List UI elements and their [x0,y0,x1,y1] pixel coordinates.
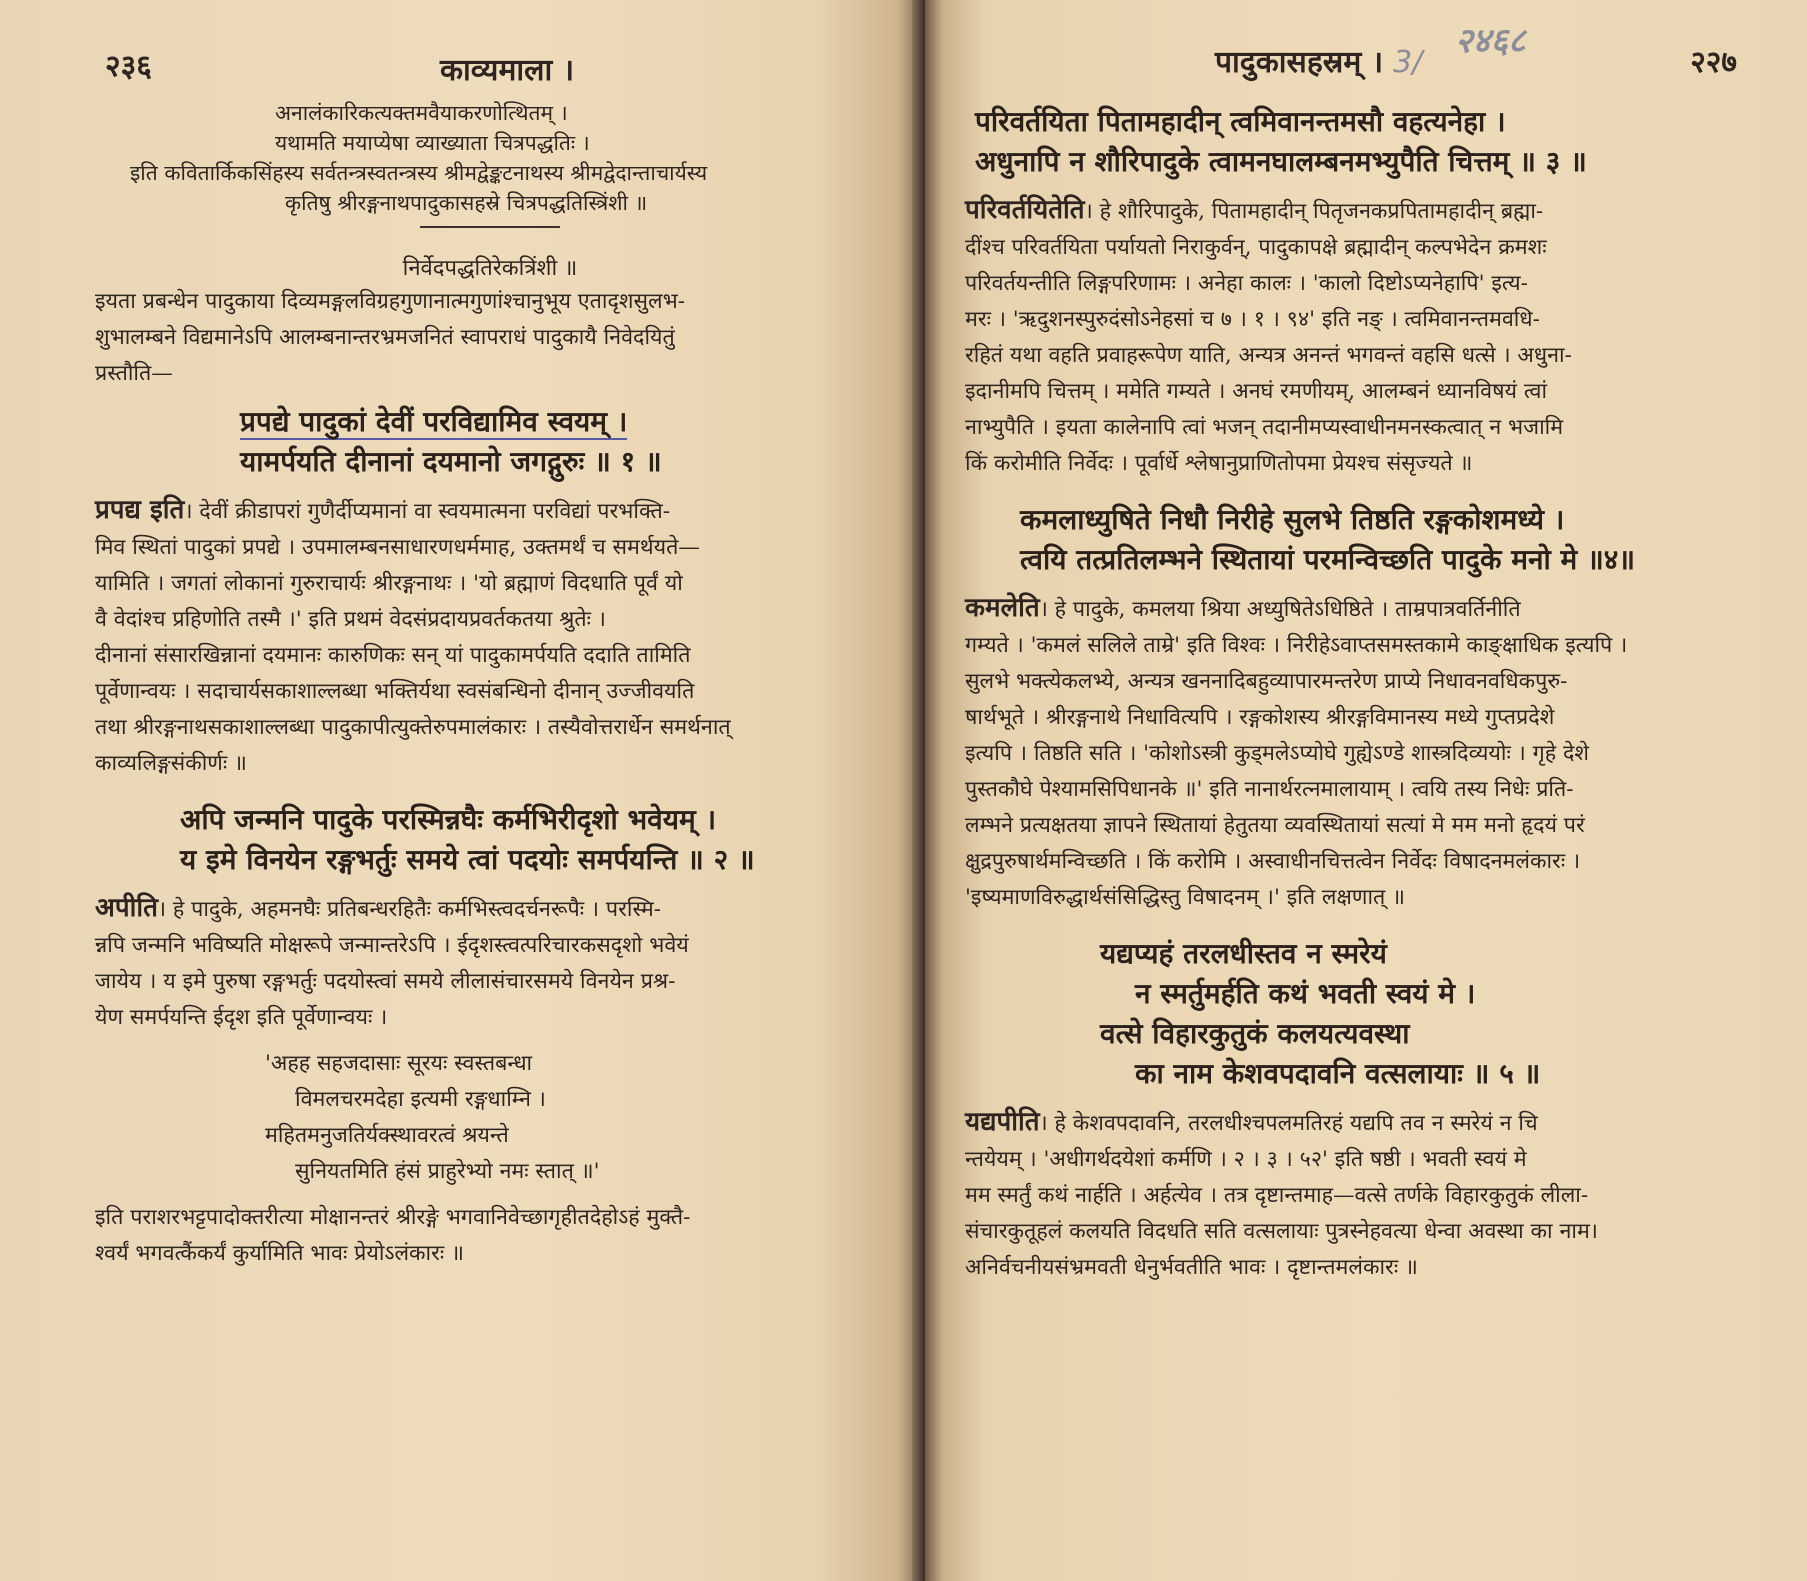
commentary-3-lead: परिवर्तयितेति [965,195,1085,225]
verse-1-text-a: प्रपद्ये पादुकां देवीं परविद्यामिव स्वयम् । [240,405,628,438]
intro-line-2: शुभालम्बने विद्यमानेऽपि आलम्बनान्तरभ्रमजनितं स्वापराधं पादुकायै निवेदयितुं [95,325,675,350]
commentary-4-line-9: 'इष्यमाणविरुद्धार्थसंसिद्धिस्तु विषादनम् ।' इति लक्षणात् ॥ [965,885,1405,910]
left-page-header [95,38,885,88]
commentary-3-text: । हे शौरिपादुके, पितामहादीन् पितृजनकप्रपितामहादीन् ब्रह्मा- [1084,199,1544,224]
verse-4-line-2: त्वयि तत्प्रतिलम्भने स्थितायां परमन्विच्छति पादुके मनो मे ॥४॥ [1020,543,1636,576]
commentary-5-line-4: संचारकुतूहलं कलयति विदधति सति वत्सलायाः पुत्रस्नेहवत्या धेन्वा अवस्था का नाम। [965,1219,1598,1244]
commentary-4-line-2: गम्यते । 'कमलं सलिले ताम्रे' इति विश्वः । निरीहेऽवाप्तसमस्तकामे काङ्क्षाधिक इत्यपि । [965,633,1628,658]
commentary-3-line-3: परिवर्तयन्तीति लिङ्गपरिणामः । अनेहा कालः । 'कालो दिष्टोऽप्यनेहापि' इत्य- [965,271,1528,296]
commentary-4-text: । हे पादुके, कमलया श्रिया अध्युषितेऽधिष्ठिते । ताम्रपात्रवर्तिनीति [1039,597,1521,622]
right-page [925,0,1807,1581]
top-line-3: इति कवितार्किकसिंहस्य सर्वतन्त्रस्वतन्त्रस्य श्रीमद्वेङ्कटनाथस्य श्रीमद्वेदान्ताचार्यस्य [130,161,708,185]
commentary-5-line-1 [965,1104,1737,1142]
verse-3-line-1: परिवर्तयिता पितामहादीन् त्वमिवानन्तमसौ वहत्यनेहा । [975,105,1506,138]
verse-5-line-1: यद्यप्यहं तरलधीस्तव न स्मरेयं [1100,937,1387,970]
commentary-5-line-5: अनिर्वचनीयसंभ्रमवती धेनुर्भवतीति भावः । दृष्टान्तमलंकारः ॥ [965,1255,1418,1280]
quote-line-2: विमलचरमदेहा इत्यमी रङ्गधाम्नि । [295,1087,546,1112]
commentary-1-line-7: तथा श्रीरङ्गनाथसकाशाल्लब्धा पादुकापीत्युक्तेरुपमालंकारः । तस्यैवोत्तरार्धेन समर्थनात् [95,715,731,740]
left-page-number: २३६ [105,49,152,84]
commentary-2-text: । हे पादुके, अहमनघैः प्रतिबन्धरहितैः कर्मभिस्त्वदर्चनरूपैः । परस्मि- [157,897,661,922]
verse-5-line-2: न स्मर्तुमर्हति कथं भवती स्वयं मे । [1135,977,1476,1010]
verse-3-line-2: अधुनापि न शौरिपादुके त्वामनघालम्बनमभ्युपैति चित्तम् ॥ ३ ॥ [975,145,1587,178]
verse-5-line-4: का नाम केशवपदावनि वत्सलायाः ॥ ५ ॥ [1135,1057,1541,1090]
commentary-4-line-6: पुस्तकौघे पेश्यामसिपिधानके ॥' इति नानार्थरत्नमालायाम् । त्वयि तस्य निधेः प्रति- [965,777,1574,802]
top-line-4: कृतिषु श्रीरङ्गनाथपादुकासहस्रे चित्रपद्धतिस्त्रिंशी ॥ [285,191,648,215]
left-running-title: काव्यमाला । [440,53,575,88]
section-divider [420,226,560,228]
commentary-1-line-4: वै वेदांश्च प्रहिणोति तस्मै ।' इति प्रथमं वेदसंप्रदायप्रवर्तकतया श्रुतेः । [95,607,606,632]
commentary-2-line-4: येण समर्पयन्ति ईदृश इति पूर्वेणान्वयः । [95,1005,388,1030]
commentary-1-line-6: पूर्वेणान्वयः । सदाचार्यसकाशाल्लब्धा भक्तिर्यथा स्वसंबन्धिनो दीनान् उज्जीवयति [95,679,695,704]
top-line-1: अनालंकारिकत्यक्तमवैयाकरणोत्थितम् । [275,101,568,125]
commentary-3-line-2: दींश्च परिवर्तयिता पर्यायतो निराकुर्वन्, पादुकापक्षे ब्रह्मादीन् कल्पभेदेन क्रमशः [965,235,1547,260]
verse-1-line-1 [95,402,885,442]
end-line-2: श्वर्यं भगवत्कैंकर्यं कुर्यामिति भावः प्रेयोऽलंकारः ॥ [95,1241,464,1266]
commentary-3-line-7: नाभ्युपैति । इयता कालेनापि त्वां भजन् तदानीमप्यस्वाधीनमनस्कत्वात् न भजामि [965,415,1564,440]
commentary-5-lead: यद्यपीति [965,1107,1040,1137]
verse-2-line-1: अपि जन्मनि पादुके परस्मिन्नघैः कर्मभिरीदृशो भवेयम् । [180,803,717,836]
top-line-2: यथामति मयाप्येषा व्याख्याता चित्रपद्धतिः । [275,131,590,155]
commentary-3-line-6: इदानीमपि चित्तम् । ममेति गम्यते । अनघं रमणीयम्, आलम्बनं ध्यानविषयं त्वां [965,379,1548,404]
intro-line-3: प्रस्तौति— [95,361,173,386]
commentary-2-line-1 [95,890,885,928]
commentary-4-lead: कमलेति [965,593,1040,623]
verse-5-line-3: वत्से विहारकुतुकं कलयत्यवस्था [1100,1017,1410,1050]
commentary-3-line-8: किं करोमीति निर्वेदः । पूर्वार्धे श्लेषानुप्राणितोपमा प्रेयश्च संसृज्यते ॥ [965,451,1473,476]
pencil-annotation: 3/ [1393,45,1423,80]
pencil-annotation-number: २४६८ [1455,21,1526,61]
commentary-2-line-2: न्नपि जन्मनि भविष्यति मोक्षरूपे जन्मान्तरेऽपि । ईदृशस्त्वत्परिचारकसदृशो भवेयं [95,933,689,958]
right-running-title [1215,40,1422,81]
commentary-5-text: । हे केशवपदावनि, तरलधीश्चपलमतिरहं यद्यपि तव न स्मरेयं न चि [1039,1111,1538,1136]
commentary-1-line-3: यामिति । जगतां लोकानां गुरुराचार्यः श्रीरङ्गनाथः । 'यो ब्रह्माणं विदधाति पूर्वं यो [95,571,683,596]
commentary-4-line-1 [965,590,1737,628]
end-line-1: इति पराशरभट्टपादोक्तरीत्या मोक्षानन्तरं श्रीरङ्गे भगवानिवेच्छागृहीतदेहोऽहं मुक्तै- [95,1205,691,1230]
quote-line-4: सुनियतमिति हंसं प्राहुरेभ्यो नमः स्तात् ॥' [295,1159,600,1184]
right-running-title-text: पादुकासहस्रम् । [1215,45,1384,80]
commentary-5-line-2: न्तयेयम् । 'अधीगर्थदयेशां कर्मणि । २ । ३ । ५२' इति षष्ठी । भवती स्वयं मे [965,1147,1527,1172]
right-page-header [965,22,1737,102]
quote-line-3: महितमनुजतिर्यक्स्थावरत्वं श्रयन्ते [265,1123,509,1148]
commentary-2-lead: अपीति [95,893,158,923]
commentary-4-line-4: षार्थभूते । श्रीरङ्गनाथे निधावित्यपि । रङ्गकोशस्य श्रीरङ्गविमानस्य मध्ये गुप्तप्रदेशे [965,705,1555,730]
commentary-3-line-5: रहितं यथा वहति प्रवाहरूपेण याति, अन्यत्र अनन्तं भगवन्तं वहसि धत्से । अधुना- [965,343,1572,368]
section-title: निर्वेदपद्धतिरेकत्रिंशी ॥ [402,256,578,281]
verse-4-line-1: कमलाध्युषिते निधौ निरीहे सुलभे तिष्ठति रङ्गकोशमध्ये । [1020,503,1565,536]
quote-line-1: 'अहह सहजदासाः सूरयः स्वस्तबन्धा [265,1051,533,1076]
verse-1-line-2: यामर्पयति दीनानां दयमानो जगद्गुरुः ॥ १ ॥ [240,445,662,478]
commentary-1-line-2: मिव स्थितां पादुकां प्रपद्ये । उपमालम्बनसाधारणधर्ममाह, उक्तमर्थं च समर्थयते— [95,535,700,560]
commentary-3-line-4: मरः । 'ऋदुशनस्पुरुदंसोऽनेहसां च ७ । १ । ९४' इति नङ् । त्वमिवानन्तमवधि- [965,307,1540,332]
commentary-1-line-8: काव्यलिङ्गसंकीर्णः ॥ [95,751,247,776]
commentary-2-line-3: जायेय । य इमे पुरुषा रङ्गभर्तुः पदयोस्त्वां समये लीलासंचारसमये विनयेन प्रश्र- [95,969,676,994]
commentary-1-line-5: दीनानां संसारखिन्नानां दयमानः कारुणिकः सन् यां पादुकामर्पयति ददाति तामिति [95,643,691,668]
commentary-3-line-1 [965,192,1737,230]
commentary-4-line-8: क्षुद्रपुरुषार्थमन्विच्छति । किं करोमि । अस्वाधीनचित्तत्वेन निर्वेदः विषादनमलंकारः । [965,849,1581,874]
commentary-1-line-1 [95,492,885,530]
commentary-1-text: । देवीं क्रीडापरां गुणैर्दीप्यमानां वा स्वयमात्मना परविद्यां परभक्ति- [184,499,670,524]
commentary-1-lead: प्रपद्य इति [95,495,185,525]
commentary-4-line-5: इत्यपि । तिष्ठति सति । 'कोशोऽस्त्री कुड्मलेऽप्योघे गुह्येऽण्डे शास्त्रदिव्ययोः । गृहे देशे [965,741,1590,766]
commentary-5-line-3: मम स्मर्तुं कथं नार्हति । अर्हत्येव । तत्र दृष्टान्तमाह—वत्से तर्णके विहारकुतुकं लीला- [965,1183,1589,1208]
right-page-number: २२७ [1690,45,1737,80]
verse-2-line-2: य इमे विनयेन रङ्गभर्तुः समये त्वां पदयोः समर्पयन्ति ॥ २ ॥ [180,843,755,876]
commentary-4-line-7: लम्भने प्रत्यक्षतया ज्ञापने स्थितायां हेतुतया व्यवस्थितायां सत्यां मे मम मनो हृदयं परं [965,813,1585,838]
commentary-4-line-3: सुलभे भक्त्येकलभ्ये, अन्यत्र खननादिबहुव्यापारमन्तरेण प्राप्ये निधावनवधिकपुरु- [965,669,1568,694]
intro-line-1: इयता प्रबन्धेन पादुकाया दिव्यमङ्गलविग्रहगुणानात्मगुणांश्चानुभूय एतादृशसुलभ- [95,289,685,314]
